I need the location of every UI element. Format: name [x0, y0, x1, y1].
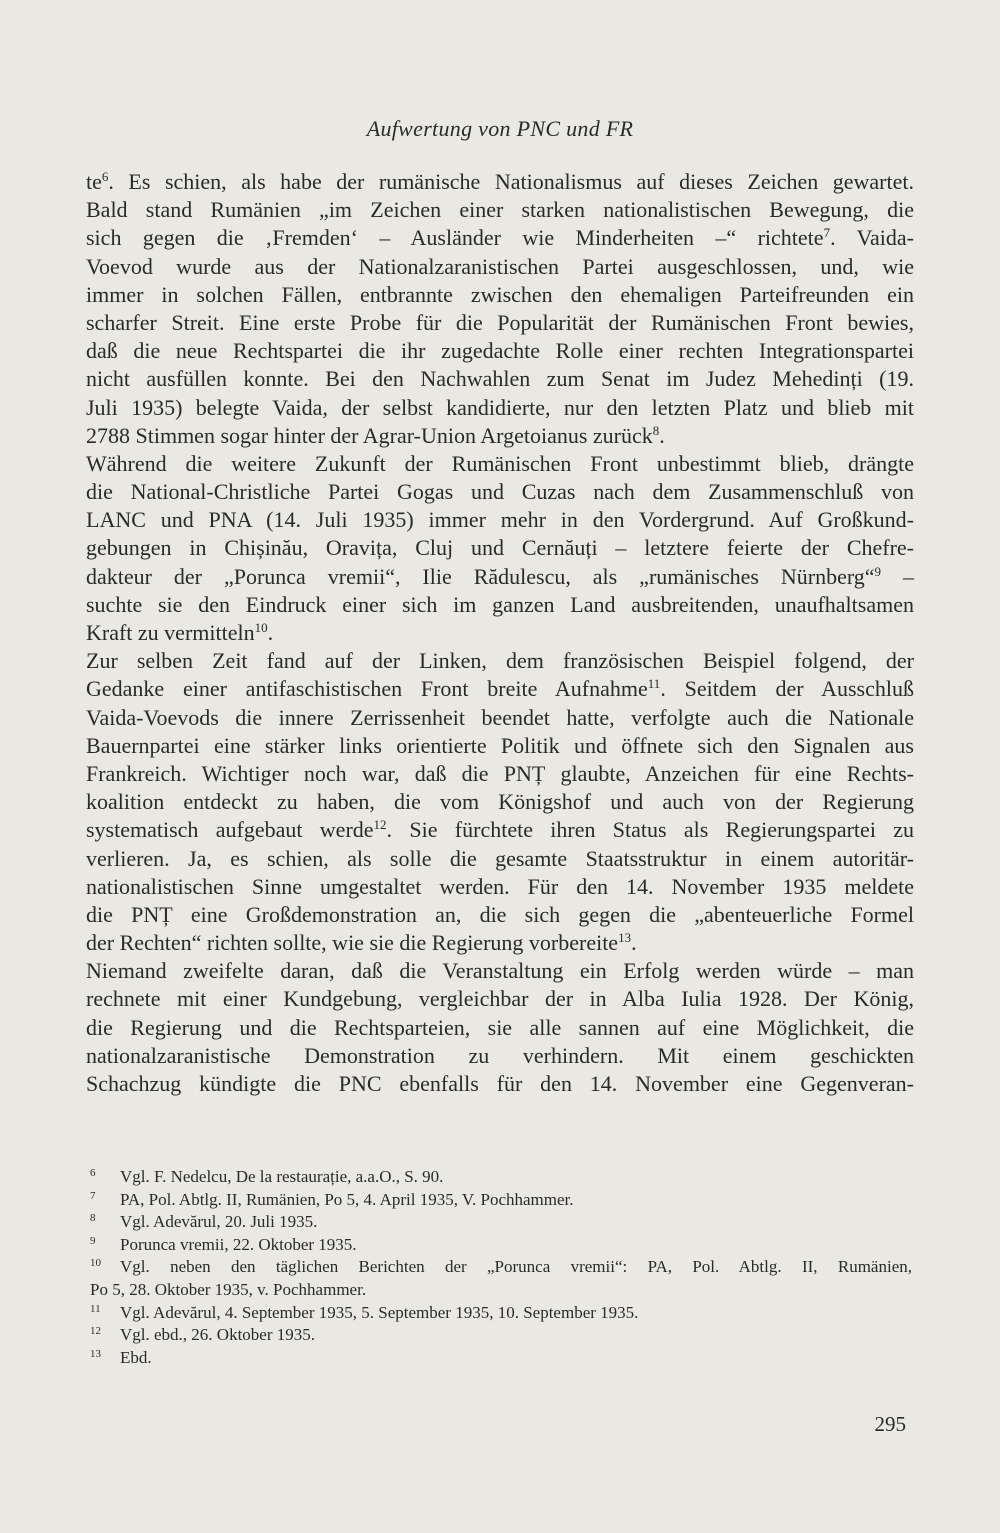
text-line: [86, 196, 914, 224]
text-segment: die PNȚ eine Großdemonstration an, die sich gegen die „abenteuerliche Formel: [86, 901, 914, 927]
text-segment: immer in solchen Fällen, entbrannte zwischen den ehemaligen Parteifreunden ein: [86, 281, 914, 307]
text-segment: suchte sie den Eindruck einer sich im ganzen Land ausbreitenden, unaufhaltsamen: [86, 591, 914, 617]
text-segment: Schachzug kündigte die PNC ebenfalls für den 14. November eine Gegenveran-: [86, 1071, 914, 1096]
footnote-text: Po 5, 28. Oktober 1935, v. Pochhammer.: [90, 1279, 367, 1299]
footnote-marker: 9: [874, 563, 882, 579]
text-segment: scharfer Streit. Eine erste Probe für die Popularität der Rumänischen Front bewies,: [86, 309, 914, 335]
text-segment: Niemand zweifelte daran, daß die Veranstaltung ein Erfolg werden würde – man: [86, 958, 914, 984]
text-line: [86, 873, 914, 901]
text-line: [86, 760, 914, 788]
text-segment: –: [881, 563, 915, 589]
footnote: 13 Ebd.: [90, 1347, 152, 1367]
text-line: [86, 704, 914, 732]
text-segment: . Sie fürchtete ihren Status als Regierungspartei zu: [386, 817, 915, 843]
text-line: [86, 675, 914, 703]
footnote-text: Vgl. ebd., 26. Oktober 1935.: [120, 1325, 316, 1345]
text-line: [86, 929, 914, 957]
page-number: 295: [874, 1412, 906, 1436]
text-segment: Bald stand Rumänien „im Zeichen einer starken nationalistischen Bewegung, die: [86, 197, 914, 223]
text-line: [86, 957, 914, 985]
footnote-text: PA, Pol. Abtlg. II, Rumänien, Po 5, 4. April 1935, V. Pochhammer.: [120, 1189, 574, 1209]
text-segment: rechnete mit einer Kundgebung, vergleichbar der in Alba Iulia 1928. Der König,: [86, 986, 914, 1012]
text-segment: Bauernpartei eine stärker links orientierte Politik und öffnete sich den Signalen aus: [86, 732, 914, 758]
running-header: Aufwertung von PNC und FR: [366, 116, 634, 141]
footnote-marker: 6: [101, 169, 109, 184]
text-line: [86, 224, 914, 252]
footnote: 10 Vgl. neben den täglichen Berichten der „Porunca vremii“: PA, Pol. Abtlg. II, Rumänien,: [90, 1257, 912, 1277]
main-text: [86, 168, 914, 1098]
text-line: [86, 985, 914, 1013]
text-segment: daß die neue Rechtspartei die ihr zugedachte Rolle einer rechten Integrationspartei: [86, 338, 914, 364]
text-segment: die National-Christliche Partei Gogas und Cuzas nach dem Zusammenschluß von: [86, 479, 914, 505]
footnote: [90, 1279, 912, 1302]
text-segment: te: [86, 169, 102, 194]
text-line: [86, 1070, 914, 1098]
footnote-marker: 7: [823, 225, 831, 241]
footnote-text: Porunca vremii, 22. Oktober 1935.: [120, 1234, 357, 1254]
text-line: [86, 816, 914, 844]
footnote: 7 PA, Pol. Abtlg. II, Rumänien, Po 5, 4. April 1935, V. Pochhammer.: [90, 1189, 574, 1209]
text-line: [86, 563, 914, 591]
text-segment: Zur selben Zeit fand auf der Linken, dem französischen Beispiel folgend, der: [86, 648, 914, 674]
text-segment: dakteur der „Porunca vremii“, Ilie Rădulescu, als „rumänisches Nürnberg“: [86, 563, 875, 589]
text-segment: LANC und PNA (14. Juli 1935) immer mehr in den Vordergrund. Auf Großkund-: [86, 507, 914, 533]
footnote: 9 Porunca vremii, 22. Oktober 1935.: [90, 1234, 357, 1254]
text-line: [86, 1014, 914, 1042]
footnote-marker: 13: [618, 930, 632, 946]
text-segment: nationalzaranistische Demonstration zu verhindern. Mit einem geschickten: [86, 1042, 914, 1068]
text-segment: Juli 1935) belegte Vaida, der selbst kandidierte, nur den letzten Platz und blieb mit: [86, 394, 914, 420]
footnote-marker: 8: [652, 422, 660, 438]
text-segment: .: [659, 422, 665, 448]
text-segment: Während die weitere Zukunft der Rumänischen Front unbestimmt blieb, drängte: [86, 450, 914, 476]
text-segment: Gedanke einer antifaschistischen Front breite Aufnahme: [86, 676, 648, 702]
text-segment: . Es schien, als habe der rumänische Nationalismus auf dieses Zeichen gewartet.: [108, 169, 914, 194]
text-line: [86, 450, 914, 478]
text-segment: nicht ausfüllen konnte. Bei den Nachwahlen zum Senat im Judez Mehedinți (19.: [86, 366, 914, 392]
text-line: [86, 168, 914, 196]
text-segment: nationalistischen Sinne umgestaltet werden. Für den 14. November 1935 meldete: [86, 873, 914, 899]
text-line: [86, 365, 914, 393]
text-segment: Vaida-Voevods die innere Zerrissenheit beendet hatte, verfolgte auch die Nationale: [86, 704, 914, 730]
text-line: [86, 253, 914, 281]
text-segment: sich gegen die ‚Fremden‘ – Ausländer wie Minderheiten –“ richtete: [86, 225, 824, 251]
footnote-text: Vgl. neben den täglichen Berichten der „Porunca vremii“: PA, Pol. Abtlg. II, Rumänien,: [120, 1257, 912, 1277]
text-segment: der Rechten“ richten sollte, wie sie die Regierung vorbereite: [86, 930, 619, 956]
text-segment: koalition entdeckt zu haben, die vom Königshof und auch von der Regierung: [86, 789, 914, 815]
footnote-text: Vgl. F. Nedelcu, De la restaurație, a.a.O., S. 90.: [120, 1167, 444, 1186]
text-line: [86, 534, 914, 562]
text-line: [86, 506, 914, 534]
text-line: [86, 337, 914, 365]
footnote: 6 Vgl. F. Nedelcu, De la restaurație, a.a.O., S. 90.: [90, 1167, 444, 1186]
footnote-text: Vgl. Adevărul, 20. Juli 1935.: [120, 1212, 318, 1232]
text-segment: systematisch aufgebaut werde: [86, 817, 374, 843]
text-line: [86, 845, 914, 873]
text-line: [86, 788, 914, 816]
text-line: [86, 732, 914, 760]
text-line: [86, 619, 914, 647]
footnote-text: Vgl. Adevărul, 4. September 1935, 5. September 1935, 10. September 1935.: [120, 1302, 639, 1322]
text-line: [86, 1042, 914, 1070]
footnote-marker: 10: [254, 620, 268, 635]
footnote: 8 Vgl. Adevărul, 20. Juli 1935.: [90, 1212, 318, 1232]
text-segment: Kraft zu vermitteln: [86, 620, 255, 645]
text-segment: . Vaida-: [830, 225, 914, 251]
text-segment: 2788 Stimmen sogar hinter der Agrar-Union Argetoianus zurück: [86, 422, 653, 448]
text-line: [86, 394, 914, 422]
text-segment: . Seitdem der Ausschluß: [660, 676, 914, 702]
text-line: [86, 901, 914, 929]
text-segment: .: [267, 620, 274, 645]
footnote: 12 Vgl. ebd., 26. Oktober 1935.: [90, 1325, 316, 1345]
text-segment: Voevod wurde aus der Nationalzaranistischen Partei ausgeschlossen, und, wie: [86, 253, 914, 279]
text-segment: .: [631, 930, 637, 956]
text-segment: Frankreich. Wichtiger noch war, daß die PNȚ glaubte, Anzeichen für eine Rechts-: [86, 760, 914, 786]
text-segment: verlieren. Ja, es schien, als solle die gesamte Staatsstruktur in einem autoritär-: [86, 845, 914, 871]
text-line: [86, 422, 914, 450]
text-line: [86, 281, 914, 309]
text-line: [86, 478, 914, 506]
footnotes: [90, 1166, 912, 1369]
text-segment: die Regierung und die Rechtsparteien, sie alle sannen auf eine Möglichkeit, die: [86, 1014, 914, 1040]
text-line: [86, 591, 914, 619]
footnote-marker: 12: [373, 817, 387, 833]
text-line: [86, 309, 914, 337]
footnote-text: Ebd.: [120, 1347, 152, 1367]
footnote-marker: 11: [647, 676, 661, 692]
text-segment: gebungen in Chișinău, Oravița, Cluj und Cernăuți – letztere feierte der Chefre-: [86, 535, 914, 561]
text-line: [86, 647, 914, 675]
footnote: 11 Vgl. Adevărul, 4. September 1935, 5. September 1935, 10. September 1935.: [90, 1302, 639, 1322]
